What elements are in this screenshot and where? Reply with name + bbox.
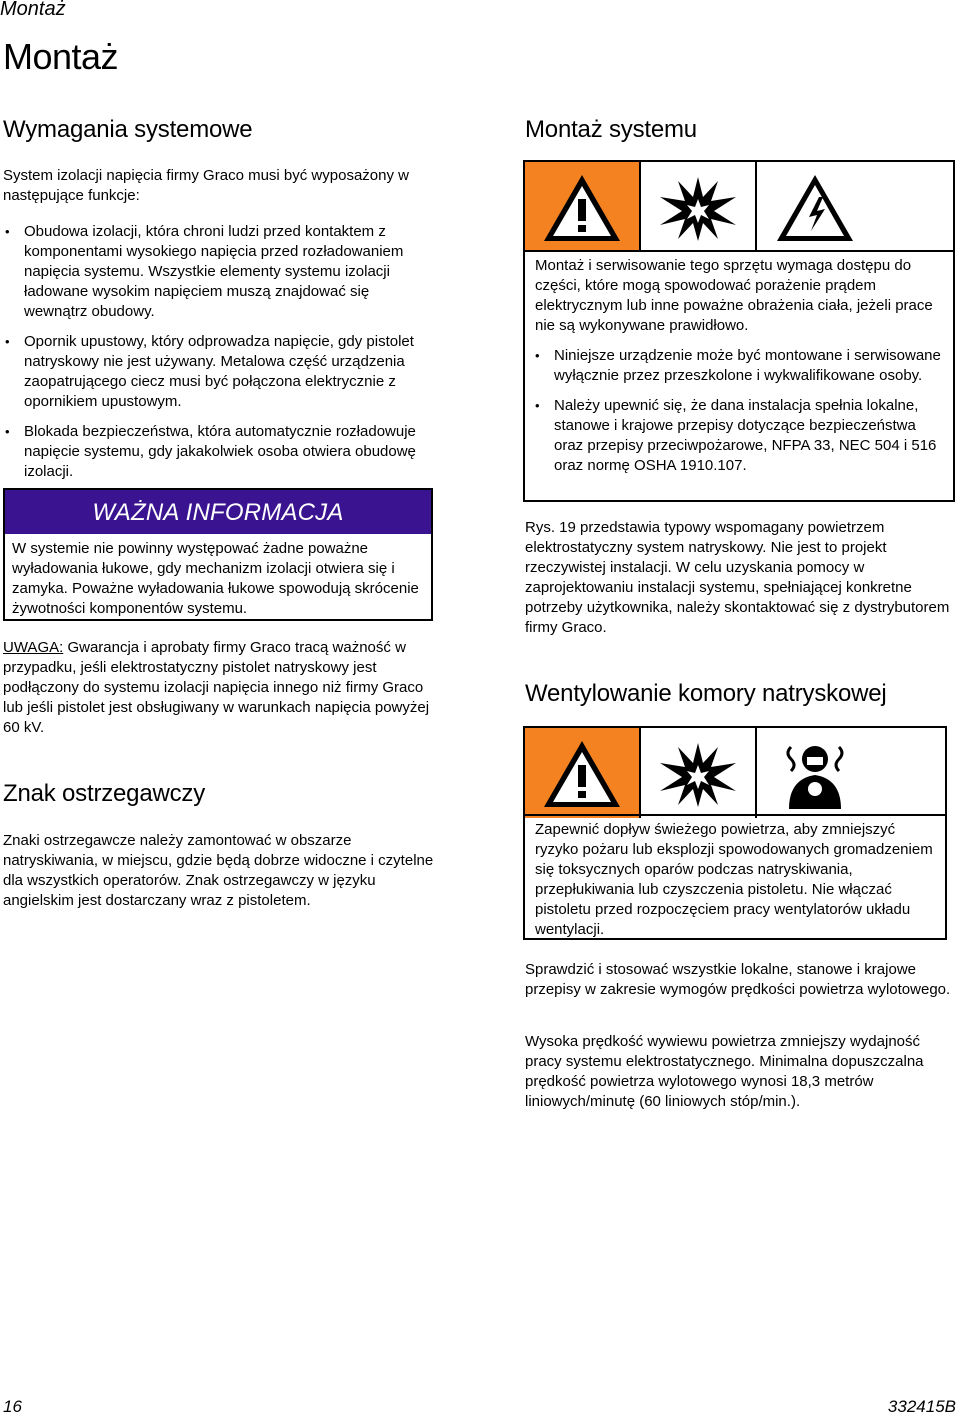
- list-item: • Blokada bezpieczeństwa, która automatycznie rozładowuje napięcie systemu, gdy jakakolwiek osoba otwiera obudowę izolacji.: [3, 422, 431, 482]
- electric-shock-icon: [757, 162, 873, 252]
- explosion-icon: [641, 728, 757, 818]
- warning-ventilation-text: Zapewnić dopływ świeżego powietrza, aby zmniejszyć ryzyko pożaru lub eksplozji spowodowanych gromadzeniem się toksycznych oparów podczas natryskiwania, przepłukiwania lub czyszczenia pistoletu. Nie włączać pistoletu przed rozpoczęciem pracy wentylatorów układu wentylacji.: [535, 821, 933, 938]
- requirements-intro: System izolacji napięcia firmy Graco musi być wyposażony w następujące funkcje:: [3, 167, 409, 204]
- list-item: • Należy upewnić się, że dana instalacja spełnia lokalne, stanowe i krajowe przepisy dotyczące bezpieczeństwa oraz przepisy przeciwpożarowe, NFPA 33, NEC 504 i 516 oraz normę OSHA 1910.107.: [533, 396, 947, 476]
- warning-triangle-icon: [525, 728, 641, 818]
- list-item: • Opornik upustowy, który odprowadza napięcie, gdy pistolet natryskowy nie jest używany. Metalowa część urządzenia zaopatrującego ciecz musi być połączona elektrycznie z opornikiem upustowym.: [3, 332, 431, 412]
- notice-text: W systemie nie powinny występować żadne poważne wyładowania łukowe, gdy mechanizm izolacji otwiera się i zamyka. Poważne wyładowania łukowe spowodują skrócenie żywotności komponentów systemu.: [12, 540, 419, 617]
- warning-triangle-icon: [525, 162, 641, 252]
- list-item: • Obudowa izolacji, która chroni ludzi przed kontaktem z komponentami wysokiego napięcia przed rozładowaniem napięcia systemu. Wszystkie elementy systemu izolacji ładowane wysokim napięciem muszą znajdować się wewnątrz obudowy.: [3, 222, 431, 322]
- warning-sign-text: Znaki ostrzegawcze należy zamontować w obszarze natryskiwania, w miejscu, gdzie będą dobrze widoczne i czytelne dla wszystkich operatorów. Znak ostrzegawczy w języku angielskim jest dostarczany wraz z pistoletem.: [3, 832, 434, 909]
- section-title-system-installation: Montaż systemu: [525, 116, 697, 143]
- system-installation-text: Rys. 19 przedstawia typowy wspomagany powietrzem elektrostatyczny system natryskowy. Nie jest to projekt rzeczywistej instalacji. W celu uzyskania pomocy w zaprojektowaniu instalacji systemu, spełniającej konkretne potrzeby użytkownika, należy skontaktować się z dystrybutorem firmy Graco.: [525, 519, 950, 636]
- warning-box-installation: [523, 160, 955, 502]
- notice-title: WAŻNA INFORMACJA: [5, 490, 431, 534]
- page-title: Montaż: [3, 36, 119, 77]
- explosion-icon: [641, 162, 757, 252]
- section-title-spray-booth-ventilation: Wentylowanie komory natryskowej: [525, 680, 887, 707]
- warning-installation-list: [533, 346, 947, 486]
- running-head: Montaż: [0, 0, 66, 20]
- section-title-requirements: Wymagania systemowe: [3, 116, 253, 143]
- section-title-warning-sign: Znak ostrzegawczy: [3, 780, 206, 807]
- warning-box-ventilation: [523, 726, 947, 940]
- important-notice-box: [3, 488, 433, 621]
- warning-installation-text: Montaż i serwisowanie tego sprzętu wymaga dostępu do części, które mogą spowodować porażenie prądem elektrycznym lub inne poważne obrażenia ciała, jeżeli prace nie są wykonywane prawidłowo.: [535, 257, 933, 334]
- uwaga-text: Gwarancja i aprobaty firmy Graco tracą ważność w przypadku, jeśli elektrostatyczny pistolet natryskowy jest podłączony do systemu izolacji napięcia innego niż firmy Graco lub jeśli pistolet jest obsługiwany w warunkach napięcia powyżej 60 kV.: [3, 639, 430, 736]
- uwaga-label: UWAGA:: [3, 639, 64, 656]
- uwaga-note: [3, 638, 443, 738]
- list-item: • Niniejsze urządzenie może być montowane i serwisowane wyłącznie przez przeszkolone i wykwalifikowane osoby.: [533, 346, 947, 386]
- requirements-list: [3, 222, 431, 492]
- ventilation-paragraph-1: Sprawdzić i stosować wszystkie lokalne, stanowe i krajowe przepisy w zakresie wymogów prędkości powietrza wylotowego.: [525, 961, 951, 998]
- page-number: 16: [3, 1397, 22, 1416]
- toxic-fumes-icon: [757, 728, 873, 818]
- ventilation-paragraph-2: Wysoka prędkość wywiewu powietrza zmniejszy wydajność pracy systemu elektrostatycznego. Minimalna dopuszczalna prędkość powietrza wylotowego wynosi 18,3 metrów liniowych/minutę (60 liniowych stóp/min.).: [525, 1033, 924, 1110]
- document-id: 332415B: [887, 1397, 956, 1416]
